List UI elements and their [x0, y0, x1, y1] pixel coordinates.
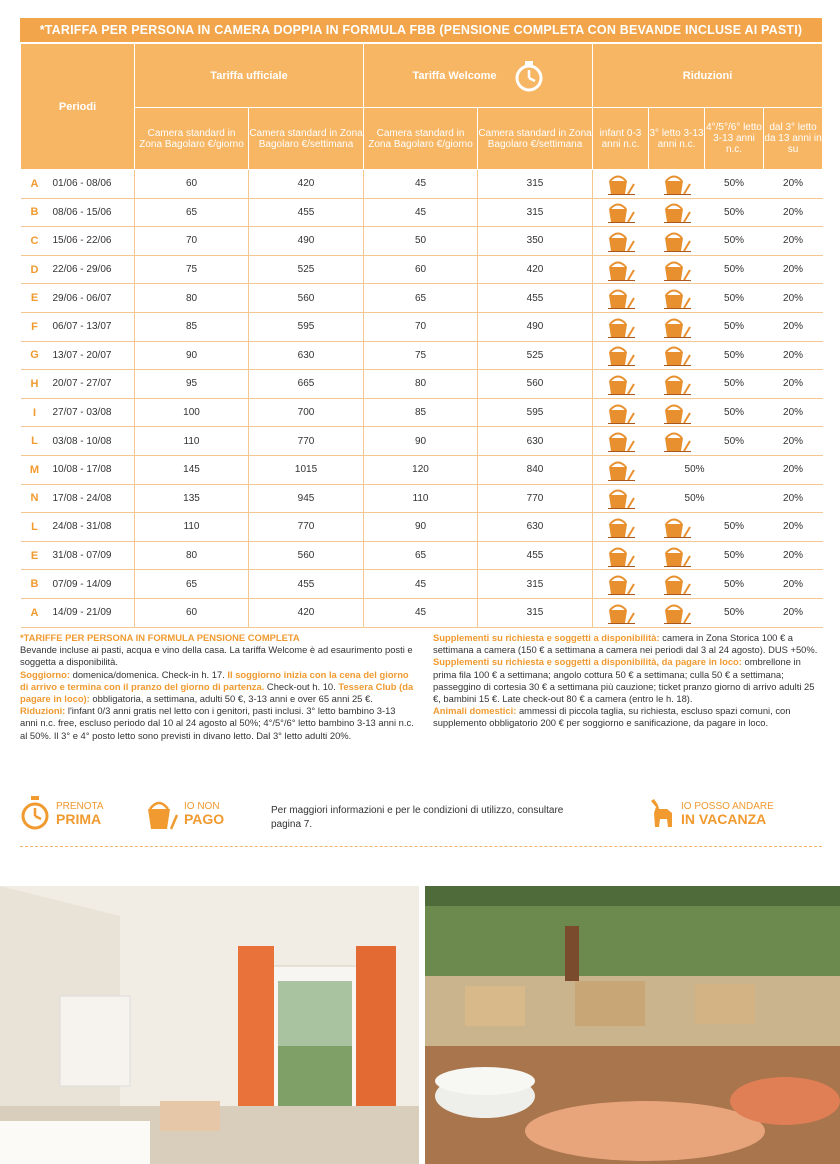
row-terzo-letto: [649, 513, 705, 542]
row-terzo-letto: [649, 227, 705, 256]
table-row: [21, 198, 823, 227]
bucket-icon: [606, 230, 636, 252]
row-dal-terzo: 20%: [764, 513, 823, 542]
row-period: 10/08 - 17/08: [49, 455, 135, 484]
row-uff-giorno: 65: [135, 198, 249, 227]
col-wel-settimana: Camera standard in Zona Bagolaro €/settimana: [478, 108, 593, 170]
row-code: I: [21, 398, 49, 427]
row-wel-giorno: 60: [364, 255, 478, 284]
row-wel-settimana: 315: [478, 198, 593, 227]
row-terzo-letto: [649, 255, 705, 284]
col-uff-giorno: Camera standard in Zona Bagolaro €/giorno: [135, 108, 249, 170]
row-infant: [593, 455, 649, 484]
row-infant: [593, 398, 649, 427]
pago-big: PAGO: [184, 811, 225, 827]
row-uff-settimana: 770: [249, 427, 364, 456]
info-text: Per maggiori informazioni e per le condizioni di utilizzo, consultare pagina 7.: [271, 805, 564, 830]
row-wel-settimana: 630: [478, 513, 593, 542]
bucket-icon: [662, 344, 692, 366]
row-code: D: [21, 255, 49, 284]
dog-icon: [645, 797, 675, 829]
row-code: F: [21, 312, 49, 341]
bucket-icon: [606, 516, 636, 538]
row-uff-settimana: 1015: [249, 455, 364, 484]
table-row: [21, 598, 823, 627]
row-wel-giorno: 65: [364, 284, 478, 313]
row-uff-giorno: 135: [135, 484, 249, 513]
row-uff-giorno: 60: [135, 598, 249, 627]
riduzioni-text: l'infant 0/3 anni gratis nel letto con i genitori, pasti inclusi. 3° letto bambino 3-13 anni n.c. free, escluso periodo dal 10 al 24 agosto al 50%; 4°/5°/6° letto bambino 3-13 anni n.c. al 50%. Il 3° e 4° posto letto sono previsti in divano letto. Dal 3° letto adulti 20%.: [20, 705, 414, 741]
riduzioni-heading: Riduzioni:: [20, 705, 66, 717]
supplementi-text: camera in Zona Storica 100 € a settimana a camera (150 € a settimana a camera nei periodi dal 3 al 24 agosto). DUS +50%.: [433, 632, 818, 656]
row-quarto-letto: 50%: [705, 170, 764, 199]
table-row: [21, 370, 823, 399]
row-quarto-letto: 50%: [705, 312, 764, 341]
col-uff-settimana: Camera standard in Zona Bagolaro €/settimana: [249, 108, 364, 170]
stopwatch-icon: [20, 795, 50, 831]
bucket-icon: [606, 487, 636, 509]
row-code: L: [21, 513, 49, 542]
row-uff-giorno: 60: [135, 170, 249, 199]
row-uff-giorno: 145: [135, 455, 249, 484]
row-terzo-letto: 50%: [649, 455, 705, 484]
row-uff-settimana: 560: [249, 541, 364, 570]
row-uff-giorno: 80: [135, 541, 249, 570]
row-uff-settimana: 700: [249, 398, 364, 427]
row-uff-settimana: 420: [249, 598, 364, 627]
col-tariffa-welcome: [364, 44, 593, 108]
bucket-icon: [662, 201, 692, 223]
animali-heading: Animali domestici:: [433, 705, 517, 717]
row-infant: [593, 341, 649, 370]
notes-intro: Bevande incluse ai pasti, acqua e vino della casa. La tariffa Welcome è ad esaurimento posti e soggetta a disponibilità.: [20, 644, 413, 668]
bucket-icon: [606, 316, 636, 338]
table-title: *TARIFFA PER PERSONA IN CAMERA DOPPIA IN FORMULA FBB (PENSIONE COMPLETA CON BEVANDE INCLUSE AI PASTI): [20, 18, 822, 42]
row-wel-settimana: 595: [478, 398, 593, 427]
bucket-icon: [606, 173, 636, 195]
row-uff-settimana: 595: [249, 312, 364, 341]
table-row: [21, 513, 823, 542]
row-quarto-letto: 50%: [705, 427, 764, 456]
row-dal-terzo: 20%: [764, 541, 823, 570]
row-quarto-letto: 50%: [705, 398, 764, 427]
bucket-icon: [606, 344, 636, 366]
table-row: [21, 427, 823, 456]
bucket-icon: [606, 287, 636, 309]
bucket-icon: [606, 373, 636, 395]
row-terzo-letto: [649, 398, 705, 427]
col-wel-giorno: Camera standard in Zona Bagolaro €/giorno: [364, 108, 478, 170]
row-wel-settimana: 630: [478, 427, 593, 456]
row-period: 15/06 - 22/06: [49, 227, 135, 256]
row-wel-settimana: 315: [478, 598, 593, 627]
notes-right: [433, 632, 823, 730]
bucket-icon: [606, 459, 636, 481]
row-terzo-letto: [649, 570, 705, 599]
bucket-icon: [662, 573, 692, 595]
row-dal-terzo: 20%: [764, 312, 823, 341]
row-infant: [593, 284, 649, 313]
row-period: 08/06 - 15/06: [49, 198, 135, 227]
bucket-icon: [662, 430, 692, 452]
row-infant: [593, 170, 649, 199]
tariffa-welcome-label: Tariffa Welcome: [412, 69, 497, 82]
restaurant-illustration: [425, 886, 840, 1164]
row-terzo-letto: [649, 284, 705, 313]
rates-table: [20, 43, 823, 628]
row-wel-settimana: 420: [478, 255, 593, 284]
row-dal-terzo: 20%: [764, 255, 823, 284]
restaurant-photo: [425, 886, 840, 1164]
stopwatch-icon: [514, 60, 544, 92]
row-uff-settimana: 630: [249, 341, 364, 370]
bucket-icon: [662, 230, 692, 252]
col-infant: infant 0-3 anni n.c.: [593, 108, 649, 170]
row-period: 06/07 - 13/07: [49, 312, 135, 341]
row-uff-settimana: 490: [249, 227, 364, 256]
row-period: 03/08 - 10/08: [49, 427, 135, 456]
row-dal-terzo: 20%: [764, 455, 823, 484]
row-quarto-letto: 50%: [705, 284, 764, 313]
table-row: [21, 341, 823, 370]
row-terzo-letto: [649, 541, 705, 570]
row-uff-giorno: 95: [135, 370, 249, 399]
bucket-icon: [662, 373, 692, 395]
prenota-prima-logo: [20, 795, 104, 831]
row-code: A: [21, 598, 49, 627]
row-period: 24/08 - 31/08: [49, 513, 135, 542]
row-wel-giorno: 110: [364, 484, 478, 513]
row-terzo-letto: 50%: [649, 484, 705, 513]
col-dal-terzo: dal 3° letto da 13 anni in su: [764, 108, 823, 170]
supplementi-loco-text: ombrellone in prima fila 100 € a settimana; angolo cottura 50 € a settimana; culla 50 € a settimana; passeggino di cortesia 30 € a settimana più cauzione; ticket pranzo giorno di arrivo adulti 25 €, bambini 15 €. Late check-out 80 € a camera (entro le h. 18).: [433, 656, 815, 705]
row-infant: [593, 312, 649, 341]
row-uff-giorno: 110: [135, 513, 249, 542]
row-infant: [593, 227, 649, 256]
row-quarto-letto: 50%: [705, 541, 764, 570]
row-wel-giorno: 90: [364, 513, 478, 542]
col-terzo-letto: 3° letto 3-13 anni n.c.: [649, 108, 705, 170]
supplementi-loco-heading: Supplementi su richiesta e soggetti a disponibilità, da pagare in loco:: [433, 656, 742, 668]
rates-body: [21, 170, 823, 628]
row-uff-giorno: 90: [135, 341, 249, 370]
row-dal-terzo: 20%: [764, 170, 823, 199]
row-uff-giorno: 85: [135, 312, 249, 341]
notes-left: [20, 632, 415, 742]
row-quarto-letto: 50%: [705, 370, 764, 399]
row-wel-giorno: 45: [364, 598, 478, 627]
row-uff-settimana: 560: [249, 284, 364, 313]
separator: [20, 846, 822, 847]
col-riduzioni: Riduzioni: [593, 44, 823, 108]
table-row: [21, 455, 823, 484]
row-dal-terzo: 20%: [764, 341, 823, 370]
bucket-icon: [662, 173, 692, 195]
row-code: E: [21, 284, 49, 313]
row-code: N: [21, 484, 49, 513]
row-uff-giorno: 65: [135, 570, 249, 599]
row-quarto-letto: 50%: [705, 227, 764, 256]
row-wel-giorno: 45: [364, 170, 478, 199]
col-periodi: Periodi: [21, 44, 135, 170]
row-wel-giorno: 65: [364, 541, 478, 570]
bucket-icon: [662, 602, 692, 624]
row-terzo-letto: [649, 341, 705, 370]
row-wel-giorno: 120: [364, 455, 478, 484]
row-infant: [593, 198, 649, 227]
row-wel-settimana: 840: [478, 455, 593, 484]
bucket-icon: [662, 316, 692, 338]
row-uff-settimana: 945: [249, 484, 364, 513]
row-wel-giorno: 85: [364, 398, 478, 427]
prenota-big: PRIMA: [56, 811, 102, 827]
io-non-small: IO NON: [184, 801, 220, 812]
io-posso-small: IO POSSO ANDARE: [681, 801, 774, 812]
row-period: 29/06 - 06/07: [49, 284, 135, 313]
row-dal-terzo: 20%: [764, 284, 823, 313]
row-uff-settimana: 770: [249, 513, 364, 542]
row-infant: [593, 484, 649, 513]
row-uff-giorno: 80: [135, 284, 249, 313]
row-wel-settimana: 525: [478, 341, 593, 370]
tessera-heading: Tessera Club (da pagare in loco):: [20, 680, 414, 705]
animali-text: ammessi di piccola taglia, su richiesta, escluso spazi comuni, con supplemento obbligatorio 200 € per soggiorno e sanificazione, da pagare in loco.: [433, 705, 791, 729]
table-row: [21, 284, 823, 313]
table-row: [21, 227, 823, 256]
table-row: [21, 541, 823, 570]
row-dal-terzo: 20%: [764, 370, 823, 399]
soggiorno-heading: Soggiorno:: [20, 668, 70, 680]
row-infant: [593, 370, 649, 399]
row-period: 14/09 - 21/09: [49, 598, 135, 627]
row-code: C: [21, 227, 49, 256]
bucket-icon: [606, 402, 636, 424]
bucket-icon: [144, 795, 178, 831]
soggiorno-highlight: Il soggiorno inizia con la cena del giorno di arrivo e termina con il pranzo del giorno di partenza.: [20, 668, 409, 692]
row-terzo-letto: [649, 598, 705, 627]
row-infant: [593, 255, 649, 284]
row-dal-terzo: 20%: [764, 598, 823, 627]
row-infant: [593, 570, 649, 599]
bucket-icon: [662, 259, 692, 281]
row-quarto-letto: 50%: [705, 198, 764, 227]
row-uff-settimana: 420: [249, 170, 364, 199]
row-wel-settimana: 315: [478, 170, 593, 199]
row-terzo-letto: [649, 170, 705, 199]
bucket-icon: [606, 602, 636, 624]
row-terzo-letto: [649, 312, 705, 341]
row-wel-giorno: 80: [364, 370, 478, 399]
row-terzo-letto: [649, 427, 705, 456]
row-code: E: [21, 541, 49, 570]
row-period: 01/06 - 08/06: [49, 170, 135, 199]
row-uff-giorno: 100: [135, 398, 249, 427]
bucket-icon: [662, 402, 692, 424]
row-wel-giorno: 50: [364, 227, 478, 256]
io-posso-andare-logo: [645, 797, 774, 829]
io-non-pago-logo: [144, 795, 224, 831]
row-infant: [593, 598, 649, 627]
row-code: B: [21, 198, 49, 227]
row-uff-settimana: 665: [249, 370, 364, 399]
room-illustration: [0, 886, 419, 1164]
table-row: [21, 255, 823, 284]
row-wel-settimana: 315: [478, 570, 593, 599]
row-code: M: [21, 455, 49, 484]
row-quarto-letto: 50%: [705, 341, 764, 370]
row-period: 13/07 - 20/07: [49, 341, 135, 370]
row-uff-giorno: 110: [135, 427, 249, 456]
bucket-icon: [662, 287, 692, 309]
row-wel-settimana: 455: [478, 541, 593, 570]
room-photo: [0, 886, 419, 1164]
row-uff-giorno: 75: [135, 255, 249, 284]
row-code: B: [21, 570, 49, 599]
row-code: A: [21, 170, 49, 199]
bucket-icon: [662, 516, 692, 538]
row-dal-terzo: 20%: [764, 198, 823, 227]
table-row: [21, 398, 823, 427]
row-wel-giorno: 75: [364, 341, 478, 370]
row-code: G: [21, 341, 49, 370]
row-dal-terzo: 20%: [764, 484, 823, 513]
row-terzo-letto: [649, 370, 705, 399]
row-period: 27/07 - 03/08: [49, 398, 135, 427]
row-wel-settimana: 560: [478, 370, 593, 399]
row-infant: [593, 541, 649, 570]
row-period: 20/07 - 27/07: [49, 370, 135, 399]
row-period: 07/09 - 14/09: [49, 570, 135, 599]
row-wel-giorno: 45: [364, 198, 478, 227]
row-wel-giorno: 45: [364, 570, 478, 599]
row-wel-giorno: 90: [364, 427, 478, 456]
bucket-icon: [606, 545, 636, 567]
row-code: L: [21, 427, 49, 456]
row-quarto-letto: 50%: [705, 570, 764, 599]
soggiorno-text-2: Check-out h. 10.: [264, 680, 339, 692]
row-wel-settimana: 350: [478, 227, 593, 256]
row-period: 22/06 - 29/06: [49, 255, 135, 284]
table-row: [21, 570, 823, 599]
tessera-text: obbligatoria, a settimana, adulti 50 €, 3-13 anni e over 65 anni 25 €.: [89, 693, 373, 705]
row-quarto-letto: 50%: [705, 513, 764, 542]
row-uff-settimana: 455: [249, 198, 364, 227]
row-uff-giorno: 70: [135, 227, 249, 256]
row-period: 17/08 - 24/08: [49, 484, 135, 513]
row-uff-settimana: 455: [249, 570, 364, 599]
notes-heading: *TARIFFE PER PERSONA IN FORMULA PENSIONE COMPLETA: [20, 632, 300, 643]
bucket-icon: [606, 573, 636, 595]
row-infant: [593, 513, 649, 542]
row-wel-settimana: 490: [478, 312, 593, 341]
row-wel-settimana: 455: [478, 284, 593, 313]
row-dal-terzo: 20%: [764, 427, 823, 456]
table-row: [21, 484, 823, 513]
col-tariffa-ufficiale: Tariffa ufficiale: [135, 44, 364, 108]
row-wel-settimana: 770: [478, 484, 593, 513]
bucket-icon: [662, 545, 692, 567]
bucket-icon: [606, 201, 636, 223]
col-quarto-letto: 4°/5°/6° letto 3-13 anni n.c.: [705, 108, 764, 170]
row-infant: [593, 427, 649, 456]
row-quarto-letto: 50%: [705, 598, 764, 627]
row-quarto-letto: [705, 484, 764, 513]
row-wel-giorno: 70: [364, 312, 478, 341]
in-vacanza-big: IN VACANZA: [681, 811, 767, 827]
row-uff-settimana: 525: [249, 255, 364, 284]
row-quarto-letto: 50%: [705, 255, 764, 284]
table-row: [21, 312, 823, 341]
table-row: [21, 170, 823, 199]
row-quarto-letto: [705, 455, 764, 484]
bucket-icon: [606, 430, 636, 452]
row-period: 31/08 - 07/09: [49, 541, 135, 570]
bucket-icon: [606, 259, 636, 281]
row-dal-terzo: 20%: [764, 570, 823, 599]
soggiorno-text: domenica/domenica. Check-in h. 17.: [70, 668, 228, 680]
row-dal-terzo: 20%: [764, 398, 823, 427]
supplementi-heading: Supplementi su richiesta e soggetti a disponibilità:: [433, 632, 660, 643]
row-code: H: [21, 370, 49, 399]
row-terzo-letto: [649, 198, 705, 227]
row-dal-terzo: 20%: [764, 227, 823, 256]
prenota-small: PRENOTA: [56, 801, 104, 812]
